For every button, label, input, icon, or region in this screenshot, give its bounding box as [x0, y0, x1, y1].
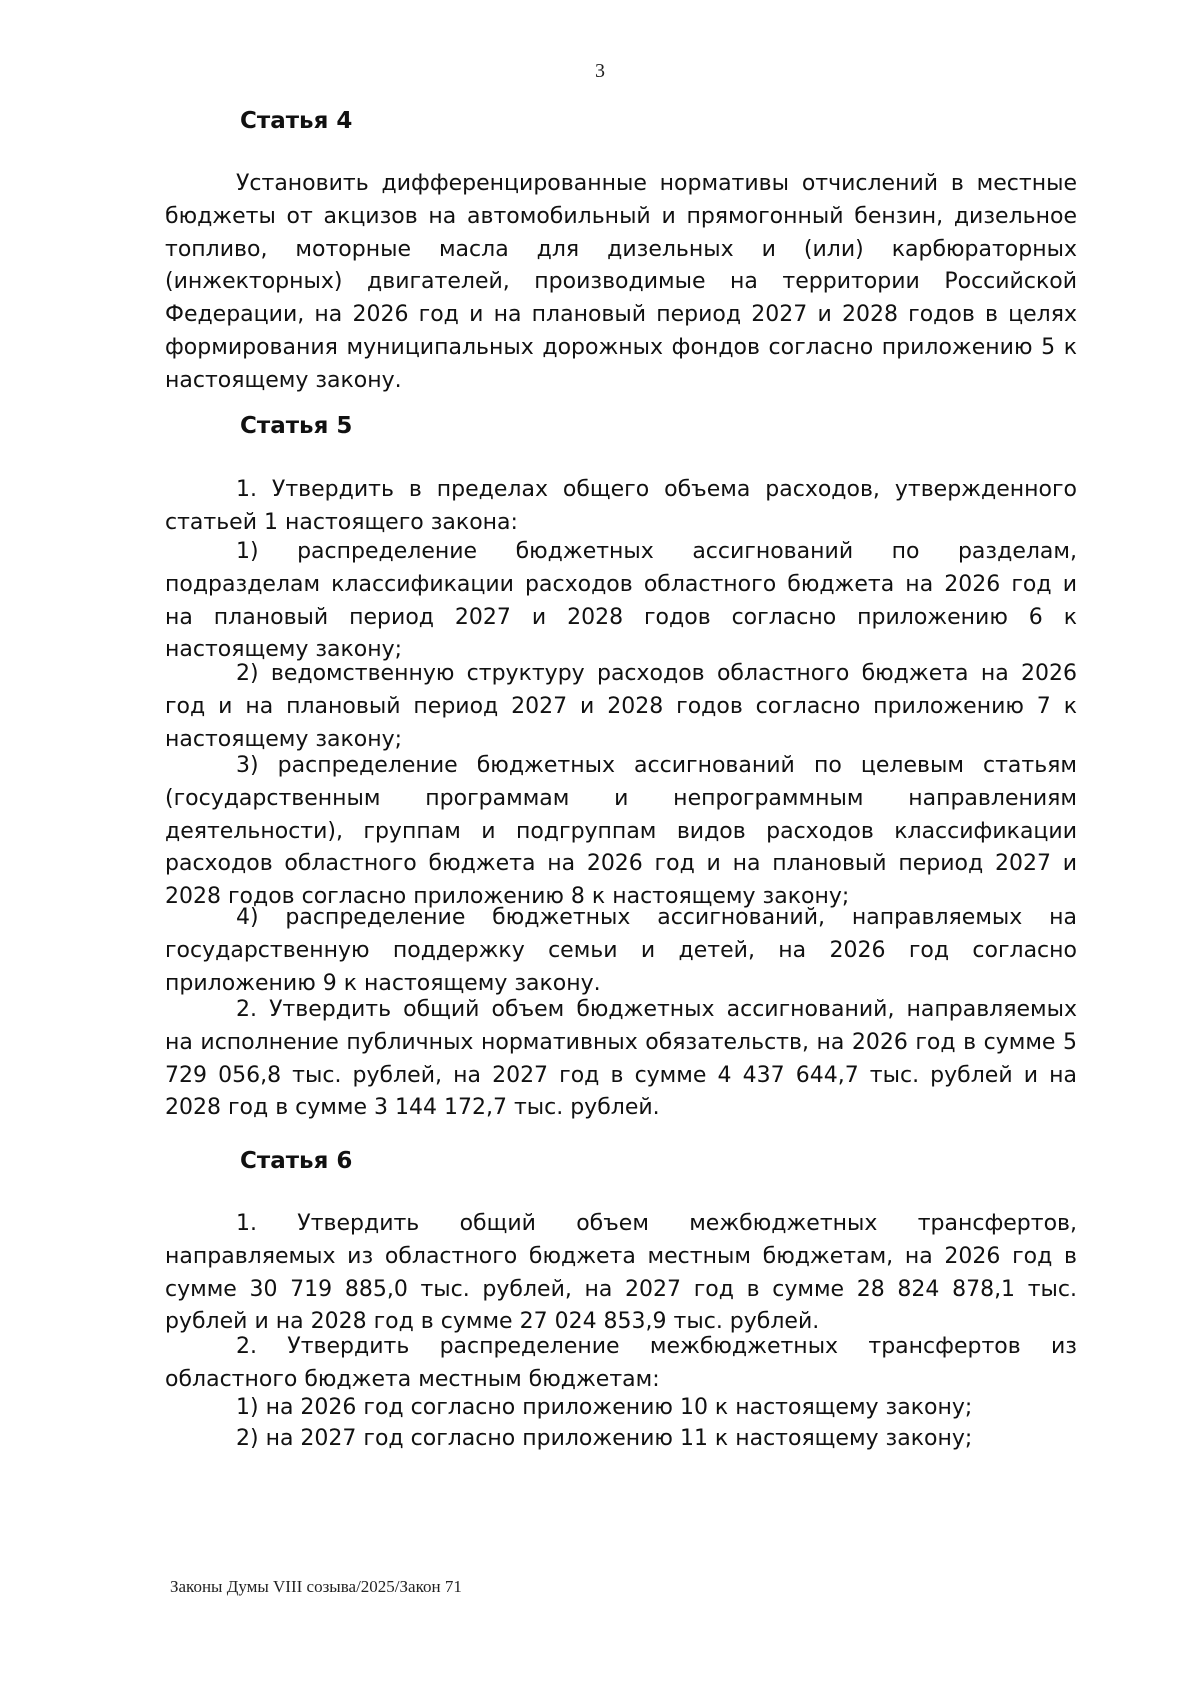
article-5-paragraph-2: 2. Утвердить общий объем бюджетных ассигнований, направляемых на исполнение публичных нормативных обязательств, на 2026 год в сумме 5 729 056,8 тыс. рублей, на 2027 год в сумме 4 437 644,7 тыс. рублей и на 2028 год в сумме 3 144 172,7 тыс. рублей. — [165, 997, 1077, 1121]
article-5-item-1: 1) распределение бюджетных ассигнований по разделам, подразделам классификации расходов областного бюджета на 2026 год и на плановый период 2027 и 2028 годов согласно приложению 6 к настоящему закону; — [165, 539, 1077, 663]
document-footer: Законы Думы VIII созыва/2025/Закон 71 — [170, 1577, 462, 1596]
article-5-item-4: 4) распределение бюджетных ассигнований, направляемых на государственную поддержку семьи и детей, на 2026 год согласно приложению 9 к настоящему закону. — [165, 905, 1077, 996]
article-4-heading: Статья 4 — [240, 108, 353, 134]
article-6-paragraph-1: 1. Утвердить общий объем межбюджетных трансфертов, направляемых из областного бюджета местным бюджетам, на 2026 год в сумме 30 719 885,0 тыс. рублей, на 2027 год в сумме 28 824 878,1 тыс. рублей и на 2028 год в сумме 27 024 853,9 тыс. рублей. — [165, 1211, 1077, 1335]
article-4-paragraph-1: Установить дифференцированные нормативы отчислений в местные бюджеты от акцизов на автомобильный и прямогонный бензин, дизельное топливо, моторные масла для дизельных и (или) карбюраторных (инжекторных) двигателей, производимые на территории Российской Федерации, на 2026 год и на плановый период 2027 и 2028 годов в целях формирования муниципальных дорожных фондов согласно приложению 5 к настоящему закону. — [165, 171, 1077, 393]
page-number: 3 — [595, 60, 605, 82]
article-6-paragraph-2: 2. Утвердить распределение межбюджетных трансфертов из областного бюджета местным бюджетам: — [165, 1334, 1077, 1392]
article-6-heading: Статья 6 — [240, 1148, 353, 1174]
article-5-item-2: 2) ведомственную структуру расходов областного бюджета на 2026 год и на плановый период 2027 и 2028 годов согласно приложению 7 к настоящему закону; — [165, 661, 1077, 752]
article-5-paragraph-1: 1. Утвердить в пределах общего объема расходов, утвержденного статьей 1 настоящего закона: — [165, 477, 1077, 535]
article-5-item-3: 3) распределение бюджетных ассигнований по целевым статьям (государственным программам и непрограммным направлениям деятельности), группам и подгруппам видов расходов классификации расходов областного бюджета на 2026 год и на плановый период 2027 и 2028 годов согласно приложению 8 к настоящему закону; — [165, 753, 1077, 910]
article-6-item-2: 2) на 2027 год согласно приложению 11 к настоящему закону; — [236, 1426, 973, 1451]
article-5-heading: Статья 5 — [240, 413, 353, 439]
article-6-item-1: 1) на 2026 год согласно приложению 10 к настоящему закону; — [236, 1395, 973, 1420]
